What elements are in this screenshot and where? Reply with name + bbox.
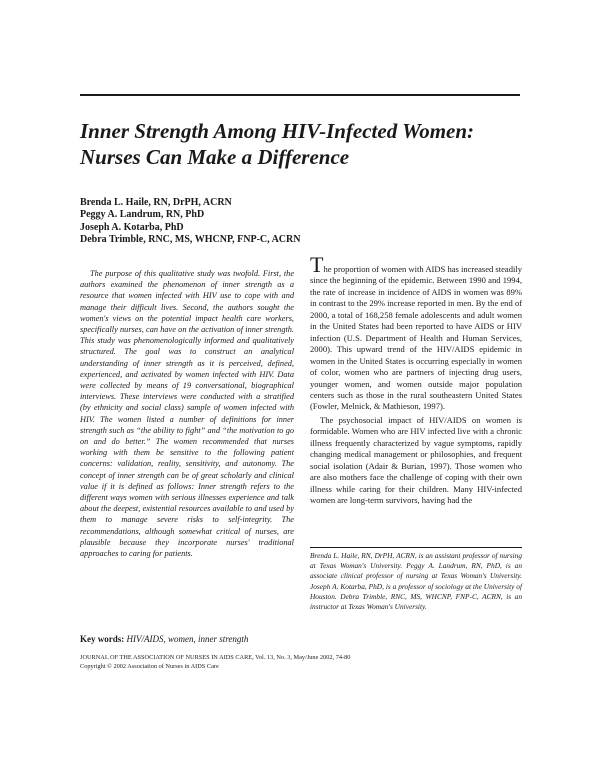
drop-cap: T [310, 252, 324, 277]
journal-info [80, 654, 350, 671]
body-paragraph-1 [310, 252, 522, 413]
footnote-rule [310, 547, 522, 548]
keywords-label: Key words: [80, 634, 125, 644]
keywords [80, 634, 248, 644]
article-title [80, 118, 530, 170]
header-rule [80, 94, 520, 96]
title-line-1: Inner Strength Among HIV-Infected Women: [80, 119, 475, 143]
title-line-2: Nurses Can Make a Difference [80, 145, 350, 169]
body-column [310, 252, 522, 507]
body-paragraph-2: The psychosocial impact of HIV/AIDS on women is formidable. Women who are HIV infected live with a chronic illness frequently characterized by vague symptoms, rapidly changing medical management or philosophies, and frequent social isolation (Adair & Burian, 1997). Those women who are also mothers face the challenge of coping with their own illness while caring for their children. Many HIV-infected women are long-term survivors, having had the [310, 414, 522, 506]
author-footnote: Brenda L. Haile, RN, DrPH, ACRN, is an assistant professor of nursing at Texas Woman's University. Peggy A. Landrum, RN, PhD, is an associate clinical professor of nursing at Texas Woman's University. Joseph A. Kotarba, PhD, is a professor of sociology at the University of Houston. Debra Trimble, RNC, MS, WHCNP, FNP-C, ACRN, is an instructor at Texas Woman's University. [310, 551, 522, 612]
abstract-column [80, 268, 294, 559]
abstract-text: The purpose of this qualitative study was twofold. First, the authors examined the phenomenon of inner strength as a resource that women infected with HIV use to cope with and manage their difficult lives. Second, the authors sought the women's views on the potential impact health care workers, specifically nurses, can have on the activation of inner strength. This study was phenomenologically informed and qualitatively structured. The goal was to construct an analytical understanding of inner strength as it is perceived, defined, experienced, and activated by women infected with HIV. Data were collected by means of 19 conversational, biographical interviews. These interviews were conducted with a stratified (by ethnicity and social class) sample of women infected with HIV. The women listed a number of definitions for inner strength such as “the ability to fight” and “the motivation to go on and do better.” The women recommended that nurses working with them be sensitive to the following patient concerns: validation, reality, sensitivity, and autonomy. The concept of inner strength can be of great scholarly and clinical value if it is defined as follows: Inner strength refers to the different ways women with serious illnesses experience and talk about the deepest, existential resources available to and used by them to manage severe risks to self-integrity. The recommendations, although somewhat critical of nurses, are plausible because they incorporate nurses' traditional approaches to caring for patients. [80, 269, 294, 559]
keywords-text: HIV/AIDS, women, inner strength [126, 634, 249, 644]
author-2: Peggy A. Landrum, RN, PhD [80, 209, 205, 221]
author-4: Debra Trimble, RNC, MS, WHCNP, FNP-C, ACRN [80, 233, 301, 245]
author-3: Joseph A. Kotarba, PhD [80, 221, 184, 233]
body-paragraph-1-text: he proportion of women with AIDS has increased steadily since the beginning of the epidemic. Between 1990 and 1994, the rate of increase in incidence of AIDS in women was 89% in contrast to the 29% increase reported in men. By the end of 2000, a total of 168,258 female adolescents and adult women in the United States had been reported to have AIDS or HIV infection (U.S. Department of Health and Human Services, 2000). This upward trend of the HIV/AIDS epidemic in women in the United States is occurring especially in women of color, women who are partners of injecting drug users, younger women, and women outside major population centers such as those in the rural southeastern United States (Fowler, Melnick, & Mathieson, 1997). [310, 264, 522, 412]
author-list [80, 197, 300, 246]
copyright-line: Copyright © 2002 Association of Nurses in AIDS Care [80, 662, 219, 670]
journal-citation: JOURNAL OF THE ASSOCIATION OF NURSES IN AIDS CARE, Vol. 13, No. 3, May/June 2002, 74-80 [80, 654, 351, 661]
author-1: Brenda L. Haile, RN, DrPH, ACRN [80, 197, 232, 208]
